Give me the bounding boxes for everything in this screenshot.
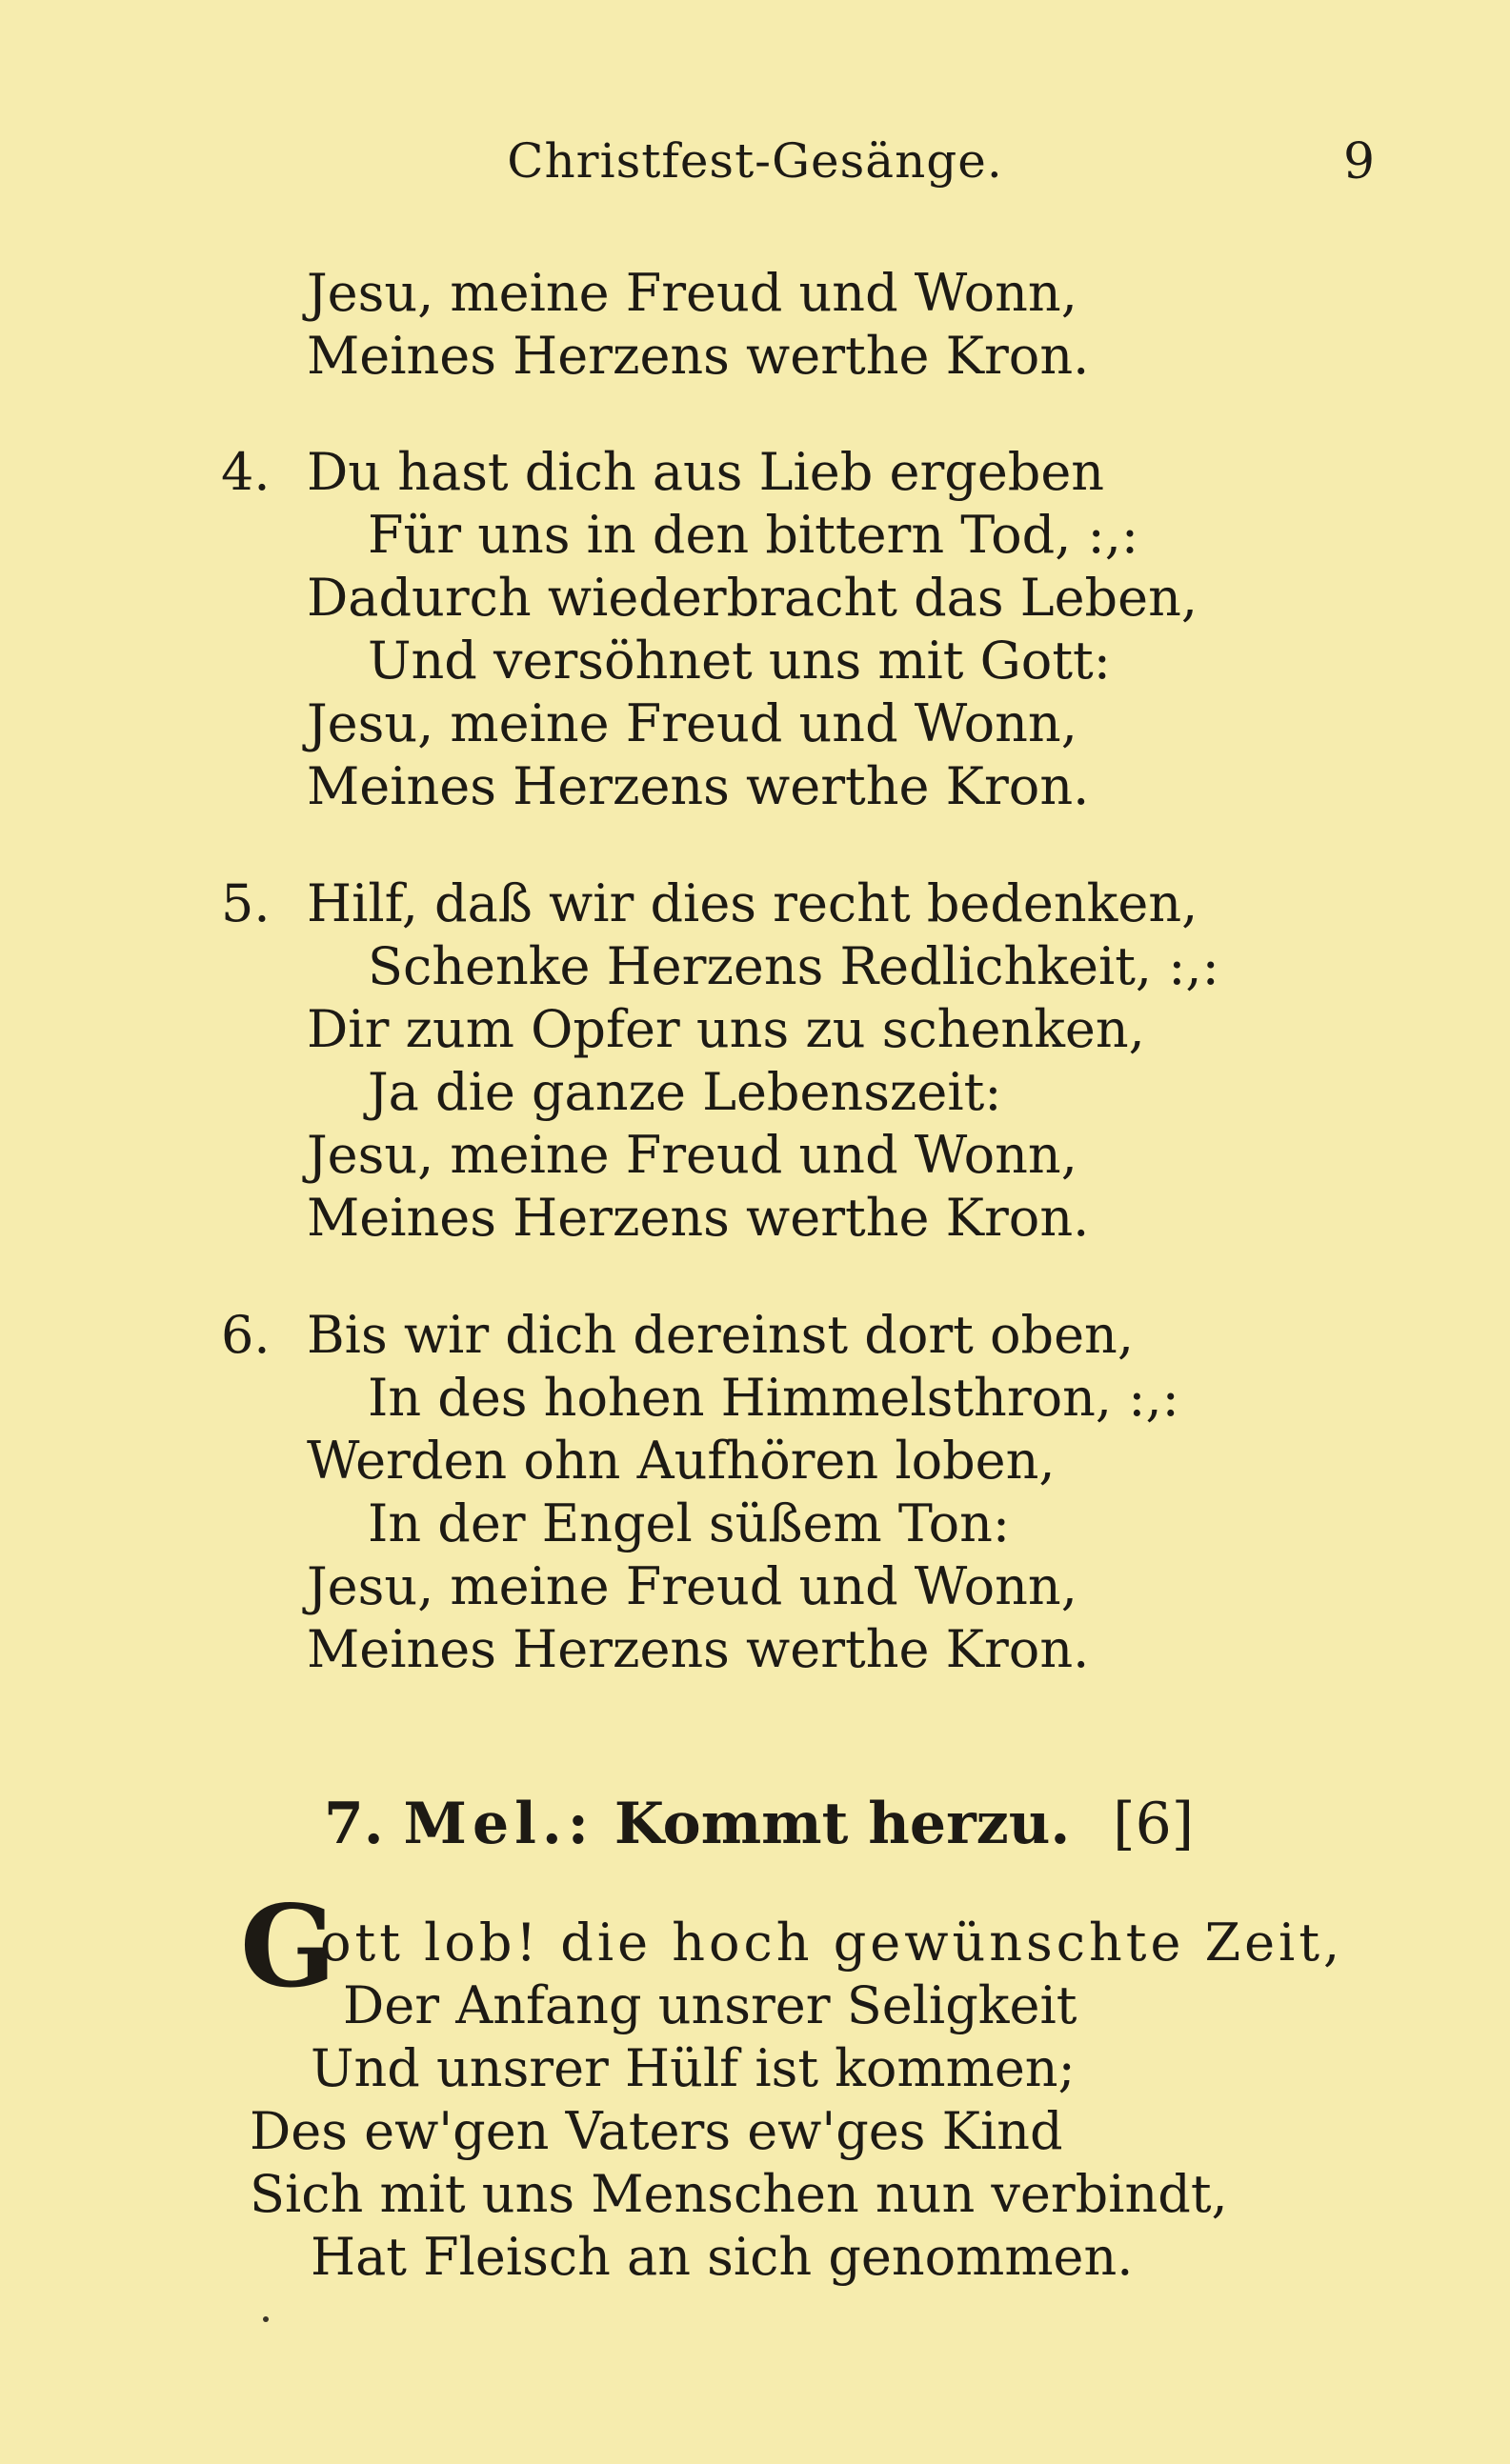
melody-name: Kommt herzu. [614, 1791, 1071, 1857]
verse-line: Jesu, meine Freud und Wonn, [307, 1556, 1077, 1616]
verse-line: Du hast dich aus Lieb ergeben [307, 442, 1105, 502]
running-header: Christfest-Gesänge. [507, 133, 1003, 189]
verse-line: Der Anfang unsrer Seligkeit [343, 1975, 1077, 2035]
hymn-reference: [6] [1113, 1791, 1195, 1857]
verse-line: Jesu, meine Freud und Wonn, [307, 1125, 1077, 1185]
page-number: 9 [1343, 133, 1376, 190]
verse-line: Jesu, meine Freud und Wonn, [307, 263, 1077, 323]
verse-line: In der Engel süßem Ton: [368, 1493, 1011, 1553]
hymn-heading [324, 1791, 1194, 1857]
verse-line: Meines Herzens werthe Kron. [307, 326, 1090, 386]
verse-line: Dadurch wiederbracht das Leben, [307, 568, 1198, 628]
verse-line: Schenke Herzens Redlichkeit, :,: [368, 936, 1219, 996]
verse-line: Ja die ganze Lebenszeit: [368, 1062, 1002, 1122]
verse-line: Jesu, meine Freud und Wonn, [307, 693, 1077, 753]
melody-label: Mel.: [403, 1791, 594, 1857]
verse-line: Hat Fleisch an sich genommen. [311, 2227, 1134, 2287]
verse-line: Bis wir dich dereinst dort oben, [307, 1305, 1134, 1365]
verse-line: Des ew'gen Vaters ew'ges Kind [250, 2101, 1063, 2161]
verse-line: Meines Herzens werthe Kron. [307, 756, 1090, 816]
verse-line: Sich mit uns Menschen nun verbindt, [250, 2164, 1228, 2224]
verse-line: Für uns in den bittern Tod, :,: [368, 505, 1139, 565]
stanza-number: 4. [221, 442, 271, 502]
drop-cap: G [240, 1880, 336, 2013]
verse-line: Meines Herzens werthe Kron. [307, 1188, 1090, 1248]
verse-line: Meines Herzens werthe Kron. [307, 1619, 1090, 1679]
stanza-number: 5. [221, 873, 271, 933]
verse-line: Und unsrer Hülf ist kommen; [311, 2038, 1076, 2098]
stanza-number: 6. [221, 1305, 271, 1365]
verse-line: Dir zum Opfer uns zu schenken, [307, 999, 1145, 1059]
verse-line: Werden ohn Aufhören loben, [307, 1431, 1056, 1491]
verse-line: Hilf, daß wir dies recht bedenken, [307, 873, 1198, 933]
verse-line: Und versöhnet uns mit Gott: [368, 631, 1111, 691]
verse-line: ott lob! die hoch gewünschte Zeit, [320, 1913, 1344, 1973]
print-speck [263, 2316, 269, 2322]
hymn-number: 7. [324, 1791, 384, 1857]
verse-line: In des hohen Himmelsthron, :,: [368, 1368, 1179, 1428]
